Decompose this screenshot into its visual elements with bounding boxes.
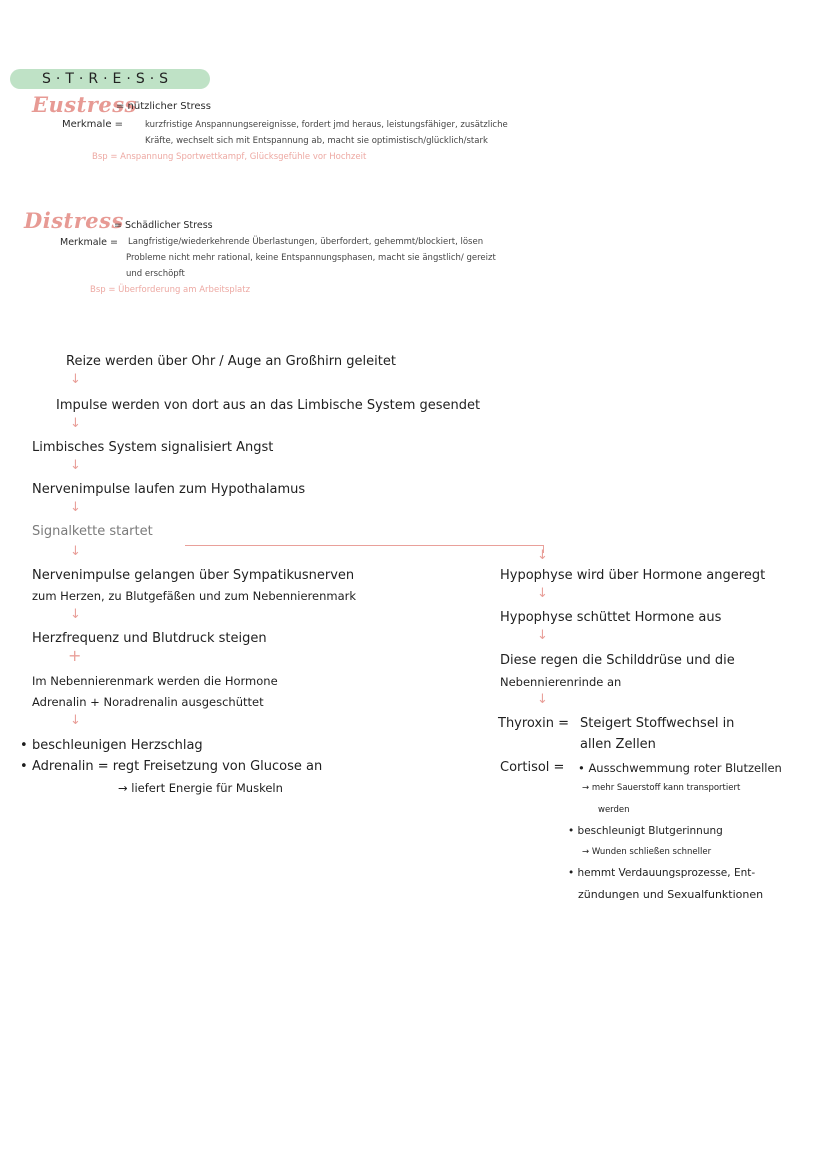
cortisol-effect-6: • hemmt Verdauungsprozesse, Ent- xyxy=(568,867,756,879)
arrow-down-icon: ↓ xyxy=(70,500,81,515)
left-step-3b: Adrenalin + Noradrenalin ausgeschüttet xyxy=(32,695,264,709)
arrow-down-icon: ↓ xyxy=(537,692,548,707)
left-step-1b: zum Herzen, zu Blutgefäßen und zum Nebennierenmark xyxy=(32,589,357,603)
distress-features-line-1: Langfristige/wiederkehrende Überlastungen, überfordert, gehemmt/blockiert, lösen xyxy=(128,237,484,247)
cortisol-effect-7: zündungen und Sexualfunktionen xyxy=(578,888,764,901)
eustress-features-line-1: kurzfristige Anspannungsereignisse, fordert jmd heraus, leistungsfähiger, zusätzliche xyxy=(145,120,508,130)
eustress-features-label: Merkmale = xyxy=(62,119,124,130)
flow-step-2: Impulse werden von dort aus an das Limbische System gesendet xyxy=(56,398,481,413)
flow-step-3: Limbisches System signalisiert Angst xyxy=(32,440,274,455)
right-step-3b: Nebennierenrinde an xyxy=(500,675,622,689)
distress-heading: Distress xyxy=(24,208,124,233)
right-step-2: Hypophyse schüttet Hormone aus xyxy=(500,610,722,625)
flow-step-4: Nervenimpulse laufen zum Hypothalamus xyxy=(32,482,306,497)
cortisol-effect-3: werden xyxy=(598,805,630,815)
arrow-down-icon: ↓ xyxy=(70,458,81,473)
distress-definition: = Schädlicher Stress xyxy=(114,220,213,231)
branch-connector-line xyxy=(185,545,543,546)
left-effect-3: → liefert Energie für Muskeln xyxy=(118,781,283,795)
thyroxin-effect-2: allen Zellen xyxy=(580,737,656,752)
cortisol-effect-4: • beschleunigt Blutgerinnung xyxy=(568,825,723,837)
eustress-example: Bsp = Anspannung Sportwettkampf, Glücksgefühle vor Hochzeit xyxy=(92,152,367,162)
distress-features-label: Merkmale = xyxy=(60,237,118,248)
distress-example: Bsp = Überforderung am Arbeitsplatz xyxy=(90,285,251,295)
left-effect-2: Adrenalin = regt Freisetzung von Glucose an xyxy=(32,759,323,774)
arrow-down-icon: ↓ xyxy=(537,548,548,563)
left-step-3a: Im Nebennierenmark werden die Hormone xyxy=(32,674,278,688)
eustress-features-line-2: Kräfte, wechselt sich mit Entspannung ab, macht sie optimistisch/glücklich/stark xyxy=(145,136,488,146)
eustress-definition: = nützlicher Stress xyxy=(116,101,211,112)
cortisol-effect-2: → mehr Sauerstoff kann transportiert xyxy=(582,783,741,793)
arrow-down-icon: ↓ xyxy=(70,607,81,622)
flow-step-5: Signalkette startet xyxy=(32,524,153,539)
left-effect-1: beschleunigen Herzschlag xyxy=(32,738,203,753)
plus-icon: + xyxy=(68,646,82,665)
cortisol-effect-1: • Ausschwemmung roter Blutzellen xyxy=(578,761,782,775)
page-title: S·T·R·E·S·S xyxy=(42,71,174,87)
eustress-heading: Eustress xyxy=(32,92,137,117)
thyroxin-effect-1: Steigert Stoffwechsel in xyxy=(580,716,735,731)
distress-features-line-2: Probleme nicht mehr rational, keine Entspannungsphasen, macht sie ängstlich/ gereizt xyxy=(126,253,496,263)
right-step-3a: Diese regen die Schilddrüse und die xyxy=(500,653,735,668)
arrow-down-icon: ↓ xyxy=(70,372,81,387)
arrow-down-icon: ↓ xyxy=(70,544,81,559)
right-step-1: Hypophyse wird über Hormone angeregt xyxy=(500,568,766,583)
distress-features-line-3: und erschöpft xyxy=(126,269,185,279)
left-step-1a: Nervenimpulse gelangen über Sympatikusnerven xyxy=(32,568,355,583)
left-step-2: Herzfrequenz und Blutdruck steigen xyxy=(32,631,267,646)
thyroxin-label: Thyroxin = xyxy=(498,716,570,731)
bullet-icon: • xyxy=(20,738,28,753)
flow-step-1: Reize werden über Ohr / Auge an Großhirn geleitet xyxy=(66,354,396,369)
cortisol-effect-5: → Wunden schließen schneller xyxy=(582,847,712,857)
arrow-down-icon: ↓ xyxy=(537,628,548,643)
arrow-down-icon: ↓ xyxy=(70,416,81,431)
arrow-down-icon: ↓ xyxy=(70,713,81,728)
bullet-icon: • xyxy=(20,759,28,774)
arrow-down-icon: ↓ xyxy=(537,586,548,601)
cortisol-label: Cortisol = xyxy=(500,760,565,775)
